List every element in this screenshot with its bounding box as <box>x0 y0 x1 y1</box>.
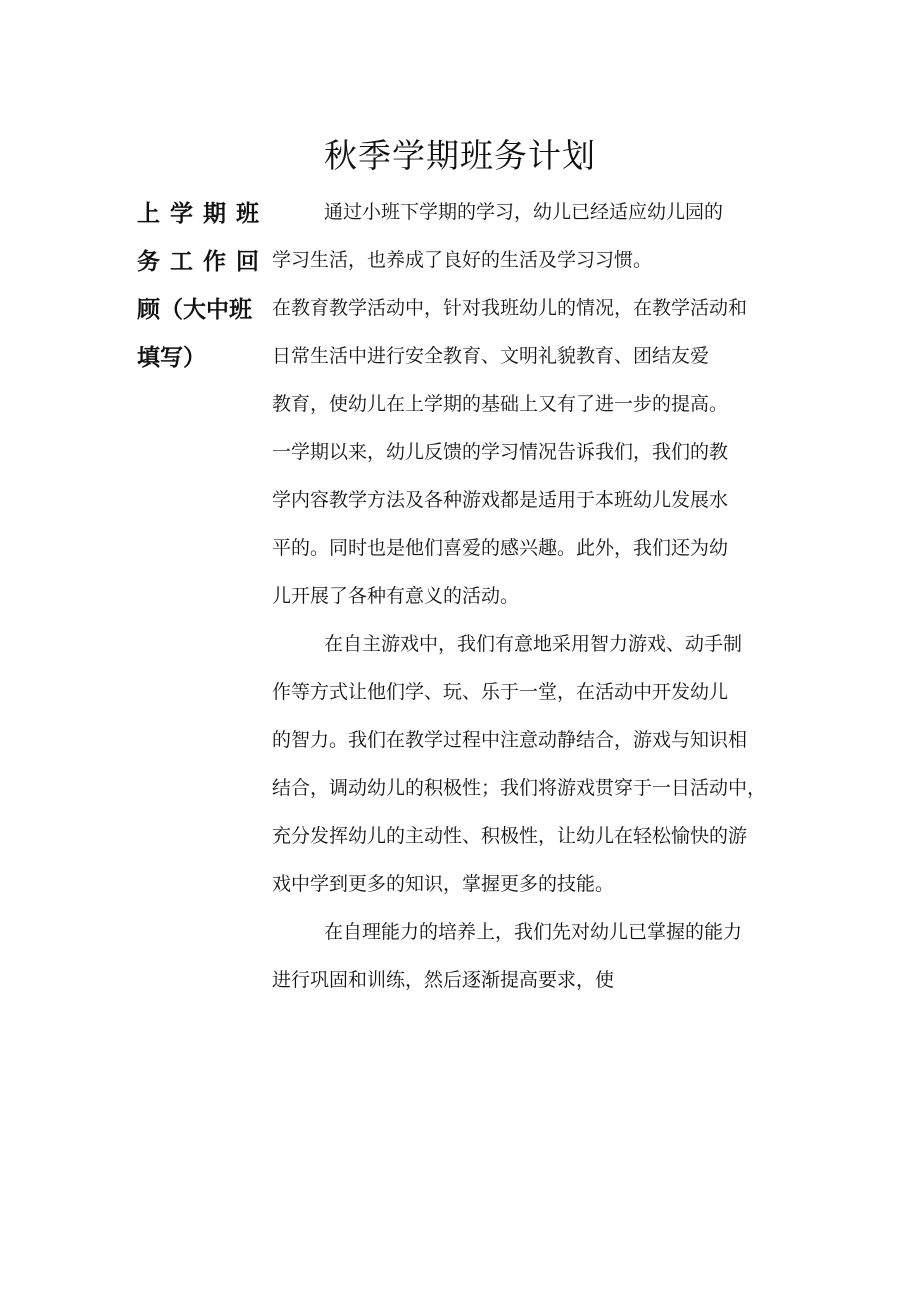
body-line: 在自理能力的培养上，我们先对幼儿已掌握的能力 <box>324 921 743 943</box>
section-label-line: 上学期班 <box>137 201 269 227</box>
body-line: 在自主游戏中，我们有意地采用智力游戏、动手制 <box>324 633 743 655</box>
section-label <box>137 190 269 382</box>
body-line: 通过小班下学期的学习，幼儿已经适应幼儿园的 <box>324 201 724 223</box>
section-label-line: 填写） <box>137 345 206 371</box>
section-label-line: 顾（大中班 <box>137 297 252 323</box>
body-line: 日常生活中进行安全教育、文明礼貌教育、团结友爱 <box>272 345 710 367</box>
body-line: 平的。同时也是他们喜爱的感兴趣。此外，我们还为幼 <box>272 537 729 559</box>
body-line: 作等方式让他们学、玩、乐于一堂，在活动中开发幼儿 <box>272 681 729 703</box>
body-line: 进行巩固和训练，然后逐渐提高要求，使 <box>272 969 615 991</box>
body-line: 的智力。我们在教学过程中注意动静结合，游戏与知识相 <box>272 729 748 751</box>
body-line: 儿开展了各种有意义的活动。 <box>272 585 520 607</box>
body-line: 在教育教学活动中，针对我班幼儿的情况，在教学活动和 <box>272 297 748 319</box>
body-line: 学内容教学方法及各种游戏都是适用于本班幼儿发展水 <box>272 489 729 511</box>
section-label-line: 务工作回 <box>137 249 269 275</box>
document-title: 秋季学期班务计划 <box>324 136 596 175</box>
body-line: 学习生活，也养成了良好的生活及学习习惯。 <box>272 249 653 271</box>
body-line: 教育，使幼儿在上学期的基础上又有了进一步的提高。 <box>272 393 729 415</box>
body-line: 结合，调动幼儿的积极性；我们将游戏贯穿于一日活动中， <box>272 777 767 799</box>
body-line: 一学期以来，幼儿反馈的学习情况告诉我们，我们的教 <box>272 441 729 463</box>
body-line: 充分发挥幼儿的主动性、积极性，让幼儿在轻松愉快的游 <box>272 825 748 847</box>
section-body <box>272 188 812 1004</box>
body-line: 戏中学到更多的知识，掌握更多的技能。 <box>272 873 615 895</box>
